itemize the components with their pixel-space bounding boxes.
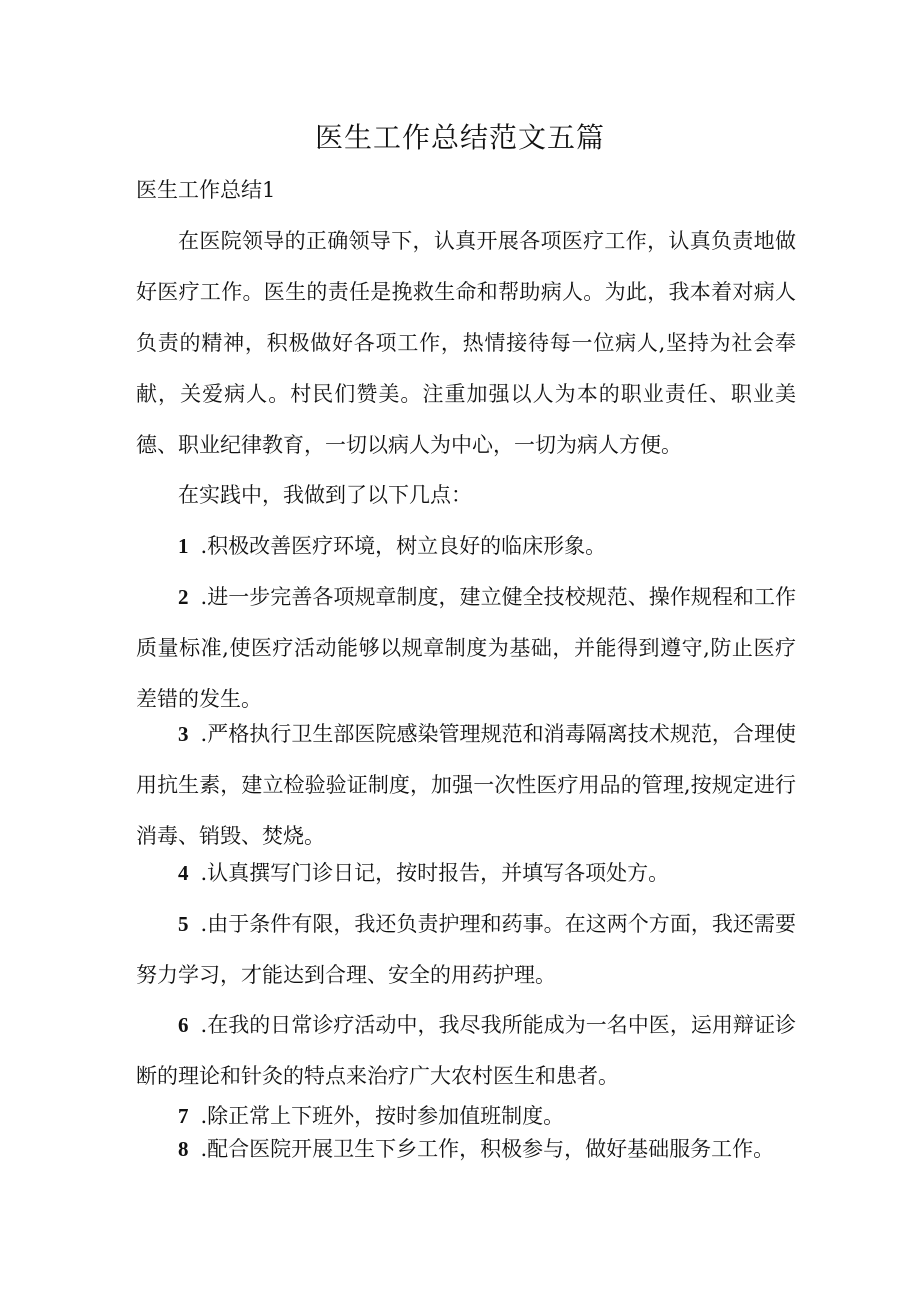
list-item-text: .进一步完善各项规章制度，建立健全技校规范、操作规程和工作质量标准,使医疗活动能够以规章制度为基础，并能得到遵守,防止医疗差错的发生。 — [136, 585, 796, 711]
list-item-3 — [136, 709, 796, 862]
list-item-4 — [136, 848, 796, 899]
list-item-text: .除正常上下班外，按时参加值班制度。 — [200, 1104, 565, 1128]
list-item-1 — [136, 521, 796, 572]
document-title: 医生工作总结范文五篇 — [314, 121, 605, 154]
list-item-number: 6 — [178, 1013, 189, 1037]
list-item-number: 8 — [178, 1137, 189, 1161]
section-heading: 医生工作总结1 — [136, 178, 276, 202]
list-item-number: 5 — [178, 912, 189, 936]
practice-intro: 在实践中，我做到了以下几点： — [178, 483, 472, 507]
list-item-text: .认真撰写门诊日记，按时报告，并填写各项处方。 — [200, 861, 670, 885]
list-item-number: 4 — [178, 861, 189, 885]
list-item-text: .积极改善医疗环境，树立良好的临床形象。 — [200, 534, 607, 558]
list-item-text: .严格执行卫生部医院感染管理规范和消毒隔离技术规范，合理使用抗生素，建立检验验证制度，加强一次性医疗用品的管理,按规定进行消毒、销毁、焚烧。 — [136, 722, 796, 848]
list-item-number: 3 — [178, 722, 189, 746]
list-item-7 — [136, 1098, 796, 1134]
list-item-6 — [136, 1000, 796, 1102]
list-item-8 — [136, 1131, 796, 1167]
list-item-number: 7 — [178, 1104, 189, 1128]
list-item-5 — [136, 899, 796, 1001]
list-item-2 — [136, 572, 796, 725]
list-item-text: .由于条件有限，我还负责护理和药事。在这两个方面，我还需要努力学习，才能达到合理、安全的用药护理。 — [136, 912, 796, 987]
list-item-number: 1 — [178, 534, 189, 558]
intro-paragraph: 在医院领导的正确领导下，认真开展各项医疗工作，认真负责地做好医疗工作。医生的责任是挽救生命和帮助病人。为此，我本着对病人负责的精神，积极做好各项工作，热情接待每一位病人,坚持为社会奉献，关爱病人。村民们赞美。注重加强以人为本的职业责任、职业美德、职业纪律教育，一切以病人为中心，一切为病人方便。 — [136, 229, 796, 457]
list-item-number: 2 — [178, 585, 189, 609]
list-item-text: .配合医院开展卫生下乡工作，积极参与，做好基础服务工作。 — [200, 1137, 775, 1161]
list-item-text: .在我的日常诊疗活动中，我尽我所能成为一名中医，运用辩证诊断的理论和针灸的特点来治疗广大农村医生和患者。 — [136, 1013, 796, 1088]
